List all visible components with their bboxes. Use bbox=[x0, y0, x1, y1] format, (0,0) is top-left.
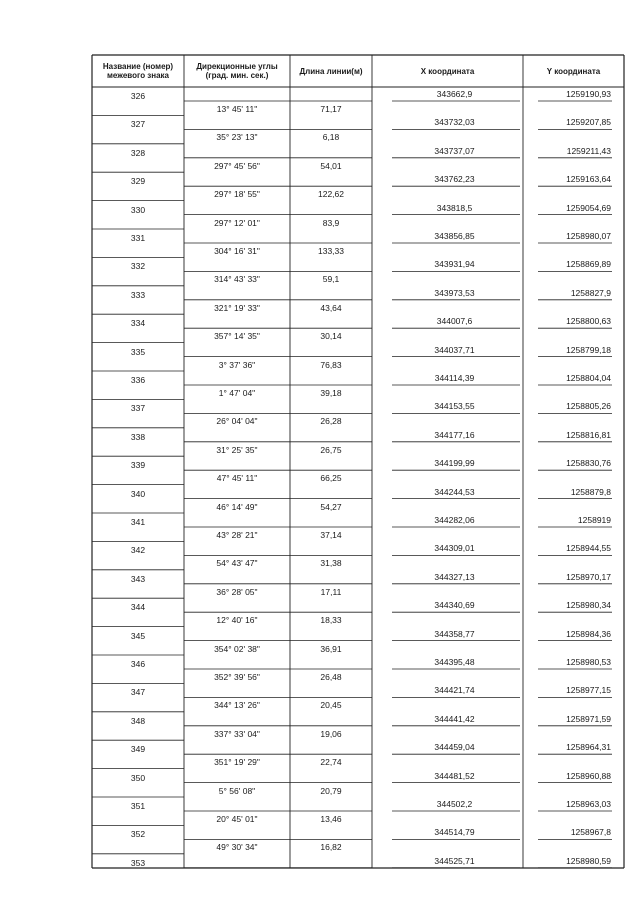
direction-angle: 54° 43' 47" bbox=[216, 558, 258, 569]
x-coordinate: 343737,07 bbox=[434, 145, 475, 156]
header-angle bbox=[184, 55, 290, 87]
point-name: 341 bbox=[130, 517, 146, 527]
x-coordinate: 344441,42 bbox=[434, 713, 475, 724]
y-coordinate: 1258977,15 bbox=[566, 685, 611, 696]
direction-angle: 297° 18' 55" bbox=[214, 189, 260, 200]
x-coordinate: 344395,48 bbox=[434, 657, 475, 667]
direction-angle: 297° 45' 56" bbox=[214, 160, 260, 171]
x-coordinate: 344309,01 bbox=[434, 543, 475, 554]
y-coordinate: 1258967,8 bbox=[570, 827, 611, 838]
line-length: 36,91 bbox=[320, 643, 342, 654]
line-length: 26,75 bbox=[320, 444, 342, 455]
direction-angle: 35° 23' 13" bbox=[216, 132, 258, 143]
direction-angle: 31° 25' 35" bbox=[216, 444, 258, 455]
y-coordinate: 1258970,17 bbox=[566, 571, 611, 582]
y-coordinate: 1258963,03 bbox=[566, 799, 611, 809]
header-y-label: Y координата bbox=[546, 66, 601, 76]
x-coordinate: 344007,6 bbox=[436, 316, 473, 327]
direction-angle: 5° 56' 08" bbox=[218, 785, 256, 796]
x-coordinate: 344358,77 bbox=[434, 628, 475, 639]
x-coordinate: 344244,53 bbox=[434, 486, 475, 497]
point-name: 329 bbox=[130, 176, 146, 187]
x-coordinate: 343762,23 bbox=[434, 174, 475, 185]
x-coordinate: 343973,53 bbox=[434, 287, 475, 298]
point-name: 331 bbox=[130, 233, 146, 243]
line-length: 133,33 bbox=[318, 246, 344, 256]
point-name: 343 bbox=[130, 573, 146, 584]
line-length: 59,1 bbox=[322, 274, 340, 285]
direction-angle: 352° 39' 56" bbox=[214, 672, 260, 682]
header-length bbox=[290, 55, 372, 87]
direction-angle: 36° 28' 05" bbox=[216, 586, 258, 597]
point-name: 327 bbox=[130, 119, 146, 130]
header-name bbox=[92, 55, 184, 87]
header-angle-label: Дирекционные углы (град. мин. сек.) bbox=[196, 62, 278, 80]
header-x bbox=[372, 55, 523, 87]
point-name: 332 bbox=[130, 261, 146, 272]
x-coordinate: 344481,52 bbox=[434, 770, 475, 781]
y-coordinate: 1258980,59 bbox=[566, 855, 611, 866]
header-x-label: X координата bbox=[420, 66, 475, 76]
x-coordinate: 344153,55 bbox=[434, 401, 475, 412]
y-coordinate: 1258980,07 bbox=[566, 231, 611, 241]
y-coordinate: 1258799,18 bbox=[566, 344, 611, 355]
line-length: 122,62 bbox=[318, 189, 344, 200]
y-coordinate: 1258960,88 bbox=[566, 770, 611, 781]
line-length: 20,45 bbox=[320, 700, 342, 711]
direction-angle: 357° 14' 35" bbox=[214, 331, 260, 342]
y-coordinate: 1259163,64 bbox=[566, 174, 611, 185]
header-length-label: Длина линии(м) bbox=[299, 66, 363, 76]
point-name: 348 bbox=[130, 715, 146, 726]
point-name: 351 bbox=[130, 801, 146, 811]
line-length: 13,46 bbox=[320, 814, 342, 824]
line-length: 16,82 bbox=[320, 842, 342, 853]
y-coordinate: 1258805,26 bbox=[566, 401, 611, 412]
line-length: 19,06 bbox=[320, 728, 342, 739]
line-length: 76,83 bbox=[320, 359, 342, 370]
x-coordinate: 343931,94 bbox=[434, 259, 475, 270]
x-coordinate: 344525,71 bbox=[434, 855, 475, 866]
line-length: 54,01 bbox=[320, 160, 342, 171]
line-length: 30,14 bbox=[320, 331, 342, 342]
direction-angle: 354° 02' 38" bbox=[214, 643, 260, 654]
direction-angle: 13° 45' 11" bbox=[216, 104, 258, 114]
x-coordinate: 343732,03 bbox=[434, 117, 475, 128]
y-coordinate: 1258800,63 bbox=[566, 316, 611, 327]
x-coordinate: 344514,79 bbox=[434, 827, 475, 838]
line-length: 83,9 bbox=[322, 217, 340, 228]
line-length: 18,33 bbox=[320, 615, 342, 626]
point-name: 326 bbox=[130, 91, 146, 101]
y-coordinate: 1258964,31 bbox=[566, 742, 611, 753]
point-name: 334 bbox=[130, 318, 146, 329]
line-length: 54,27 bbox=[320, 501, 342, 512]
x-coordinate: 344282,06 bbox=[434, 515, 475, 525]
point-name: 339 bbox=[130, 460, 146, 471]
x-coordinate: 343818,5 bbox=[436, 202, 473, 213]
direction-angle: 351° 19' 29" bbox=[214, 757, 260, 768]
point-name: 347 bbox=[130, 687, 146, 698]
x-coordinate: 344199,99 bbox=[434, 458, 475, 469]
point-name: 353 bbox=[130, 857, 146, 868]
direction-angle: 20° 45' 01" bbox=[216, 814, 258, 824]
x-coordinate: 344037,71 bbox=[434, 344, 475, 355]
header-name-label: Название (номер) межевого знака bbox=[102, 62, 174, 80]
y-coordinate: 1258830,76 bbox=[566, 458, 611, 469]
y-coordinate: 1258827,9 bbox=[570, 287, 611, 298]
x-coordinate: 344502,2 bbox=[436, 799, 473, 809]
line-length: 43,64 bbox=[320, 302, 342, 313]
direction-angle: 47° 45' 11" bbox=[216, 473, 258, 484]
line-length: 66,25 bbox=[320, 473, 342, 484]
point-name: 340 bbox=[130, 488, 146, 499]
point-name: 335 bbox=[130, 346, 146, 357]
point-name: 338 bbox=[130, 431, 146, 442]
line-length: 39,18 bbox=[320, 388, 342, 398]
direction-angle: 49° 30' 34" bbox=[216, 842, 258, 853]
point-name: 337 bbox=[130, 403, 146, 414]
point-name: 333 bbox=[130, 289, 146, 300]
x-coordinate: 344177,16 bbox=[434, 429, 475, 440]
y-coordinate: 1258869,89 bbox=[566, 259, 611, 270]
point-name: 344 bbox=[130, 602, 146, 613]
line-length: 6,18 bbox=[322, 132, 340, 143]
line-length: 22,74 bbox=[320, 757, 342, 768]
y-coordinate: 1258879,8 bbox=[570, 486, 611, 497]
point-name: 352 bbox=[130, 829, 146, 840]
direction-angle: 26° 04' 04" bbox=[216, 416, 258, 427]
point-name: 345 bbox=[130, 630, 146, 641]
y-coordinate: 1258984,36 bbox=[566, 628, 611, 639]
direction-angle: 321° 19' 33" bbox=[214, 302, 260, 313]
y-coordinate: 1259190,93 bbox=[566, 89, 611, 99]
line-length: 20,79 bbox=[320, 785, 342, 796]
y-coordinate: 1258971,59 bbox=[566, 713, 611, 724]
y-coordinate: 1258804,04 bbox=[566, 373, 611, 383]
direction-angle: 344° 13' 26" bbox=[214, 700, 260, 711]
point-name: 330 bbox=[130, 204, 146, 215]
direction-angle: 297° 12' 01" bbox=[214, 217, 260, 228]
line-length: 31,38 bbox=[320, 558, 342, 569]
x-coordinate: 344327,13 bbox=[434, 571, 475, 582]
y-coordinate: 1258919 bbox=[577, 515, 611, 525]
line-length: 17,11 bbox=[320, 586, 342, 597]
line-length: 71,17 bbox=[320, 104, 342, 114]
y-coordinate: 1259054,69 bbox=[566, 202, 611, 213]
direction-angle: 12° 40' 16" bbox=[216, 615, 258, 626]
coordinates-table bbox=[92, 55, 624, 868]
direction-angle: 3° 37' 36" bbox=[218, 359, 256, 370]
y-coordinate: 1258944,55 bbox=[566, 543, 611, 554]
x-coordinate: 343856,85 bbox=[434, 231, 475, 241]
x-coordinate: 344459,04 bbox=[434, 742, 475, 753]
y-coordinate: 1258980,53 bbox=[566, 657, 611, 667]
point-name: 346 bbox=[130, 659, 146, 669]
y-coordinate: 1258816,81 bbox=[566, 429, 611, 440]
y-coordinate: 1259207,85 bbox=[566, 117, 611, 128]
y-coordinate: 1259211,43 bbox=[566, 145, 611, 156]
line-length: 26,28 bbox=[320, 416, 342, 427]
point-name: 336 bbox=[130, 375, 146, 385]
point-name: 350 bbox=[130, 772, 146, 783]
x-coordinate: 344114,39 bbox=[434, 373, 475, 383]
point-name: 349 bbox=[130, 744, 146, 755]
point-name: 342 bbox=[130, 545, 146, 556]
y-coordinate: 1258980,34 bbox=[566, 600, 611, 611]
direction-angle: 1° 47' 04" bbox=[218, 388, 256, 398]
point-name: 328 bbox=[130, 147, 146, 158]
line-length: 37,14 bbox=[320, 530, 342, 540]
direction-angle: 304° 16' 31" bbox=[214, 246, 260, 256]
header-y bbox=[523, 55, 624, 87]
direction-angle: 46° 14' 49" bbox=[216, 501, 258, 512]
direction-angle: 337° 33' 04" bbox=[214, 728, 260, 739]
line-length: 26,48 bbox=[320, 672, 342, 682]
direction-angle: 314° 43' 33" bbox=[214, 274, 260, 285]
x-coordinate: 344421,74 bbox=[434, 685, 475, 696]
x-coordinate: 343662,9 bbox=[436, 89, 473, 99]
direction-angle: 43° 28' 21" bbox=[216, 530, 258, 540]
x-coordinate: 344340,69 bbox=[434, 600, 475, 611]
